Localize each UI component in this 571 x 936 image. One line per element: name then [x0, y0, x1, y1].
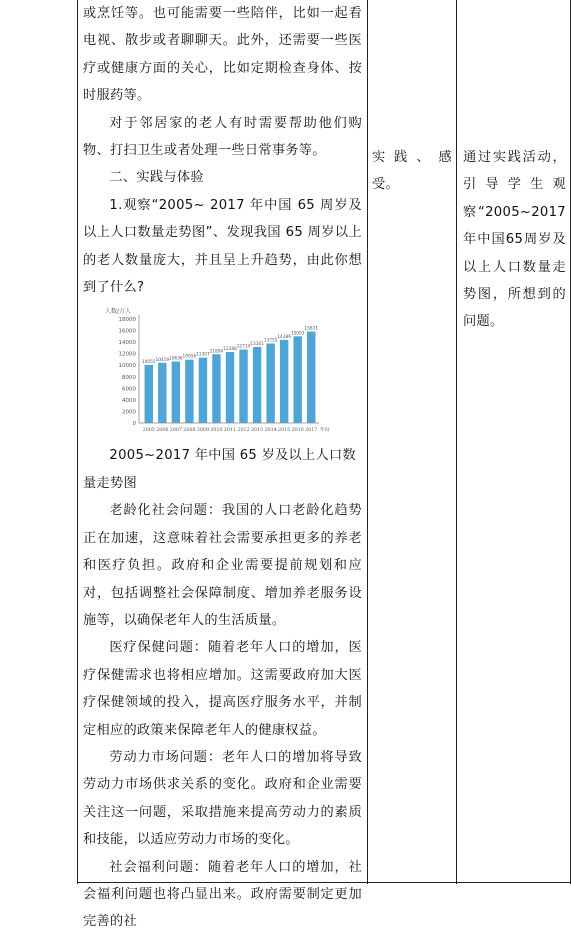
data-label: 10636	[169, 357, 183, 363]
chart-caption: 2005~2017 年中国 65 岁及以上人口数量走势图	[83, 448, 356, 491]
y-tick-label: 12000	[118, 352, 136, 359]
design-intent-cell	[457, 0, 571, 884]
paragraph-medical-care: 医疗保健问题：随着老年人口的增加，医疗保健需求也将相应增加。这需要政府加大医疗保健领域的投入，提高医疗服务水平，并制定相应的政策来保障老年人的健康权益。	[83, 640, 362, 738]
paragraph-aging-society: 老龄化社会问题：我国的人口老龄化趋势正在加速，这意味着社会需要承担更多的养老和医疗负担。政府和企业需要提前规划和应对，包括调整社会保障制度、增加养老服务设施等，以确保老年人的生活质量。	[83, 503, 362, 628]
y-tick-label: 8000	[122, 375, 136, 382]
population-chart	[101, 305, 330, 440]
question-1: 1.观察“2005~ 2017 年中国 65 周岁及以上人口数量走势图”、发现我国 65 周岁以上的老人数量庞大，并且呈上升趋势，由此你想到了什么?	[83, 197, 362, 296]
y-tick-label: 18000	[118, 317, 136, 324]
y-tick-label: 6000	[122, 386, 136, 393]
bar	[212, 355, 220, 424]
bar	[172, 362, 180, 423]
y-tick-label: 14000	[118, 340, 136, 347]
student-activity-text: 实践、感受。	[372, 150, 452, 193]
bar	[226, 352, 234, 423]
x-tick-label: 2017	[305, 428, 318, 434]
x-tick-label: 2013	[250, 428, 264, 434]
bar	[293, 337, 301, 424]
data-label: 11307	[196, 353, 210, 359]
bar	[158, 363, 166, 423]
x-tick-label: 2005	[142, 428, 155, 434]
x-tick-label: 2011	[223, 428, 237, 434]
data-label: 12288	[223, 347, 237, 353]
x-tick-label: 2014	[264, 428, 277, 434]
paragraph-care-needs: 或烹饪等。也可能需要一些陪伴，比如一起看电视、散步或者聊聊天。此外，还需要一些医疗或健康方面的关心，比如定期检查身体、按时服药等。	[83, 6, 362, 104]
bar	[253, 347, 261, 423]
y-tick-label: 2000	[122, 409, 136, 416]
paragraph-social-welfare: 社会福利问题：随着老年人口的增加，社会福利问题也将凸显出来。政府需要制定更加完善的社	[83, 859, 362, 930]
data-label: 10055	[141, 360, 156, 366]
section-heading: 二、实践与体验	[109, 170, 204, 186]
x-tick-label: 2007	[169, 428, 182, 434]
y-axis-label: 人数/万人	[105, 308, 132, 316]
y-tick-label: 10000	[118, 363, 136, 370]
x-tick-label: 2010	[210, 428, 223, 434]
x-tick-label: 2008	[183, 428, 196, 434]
student-activity-cell	[368, 0, 456, 884]
teaching-content-cell	[78, 0, 367, 930]
x-axis-label: 年份	[320, 428, 330, 434]
x-tick-label: 2016	[291, 428, 304, 434]
data-label: 12714	[236, 345, 251, 351]
x-tick-label: 2006	[156, 428, 169, 434]
bar	[266, 344, 274, 423]
bar	[280, 340, 288, 423]
data-label: 10956	[182, 355, 197, 361]
data-label: 15003	[290, 331, 305, 337]
y-tick-label: 16000	[118, 329, 136, 336]
data-label: 14386	[277, 335, 291, 341]
paragraph-labor-market: 劳动力市场问题：老年人口的增加将导致劳动力市场供求关系的变化。政府和企业需要关注这一问题，采取措施来提高劳动力的素质和技能，以适应劳动力市场的变化。	[83, 749, 362, 848]
bar	[185, 360, 193, 423]
y-tick-label: 0	[132, 421, 136, 428]
paragraph-neighbor-help: 对于邻居家的老人有时需要帮助他们购物、打扫卫生或者处理一些日常事务等。	[83, 115, 362, 159]
data-label: 15831	[304, 327, 319, 333]
bar	[199, 358, 207, 423]
y-tick-label: 4000	[122, 398, 136, 405]
bar	[239, 350, 247, 423]
design-intent-text: 通过实践活动，引导学生观察“2005~2017年中国65周岁及以上人口数量走势图，所想到的问题。	[463, 150, 566, 330]
data-label: 11894	[209, 349, 224, 355]
data-label: 13161	[250, 342, 264, 348]
bar	[145, 365, 153, 423]
bar	[307, 332, 315, 423]
x-tick-label: 2009	[196, 428, 210, 434]
data-label: 10419	[155, 358, 170, 364]
x-tick-label: 2012	[237, 428, 250, 434]
data-label: 13755	[263, 338, 278, 344]
x-tick-label: 2015	[278, 428, 291, 434]
population-bar-chart	[101, 305, 330, 440]
